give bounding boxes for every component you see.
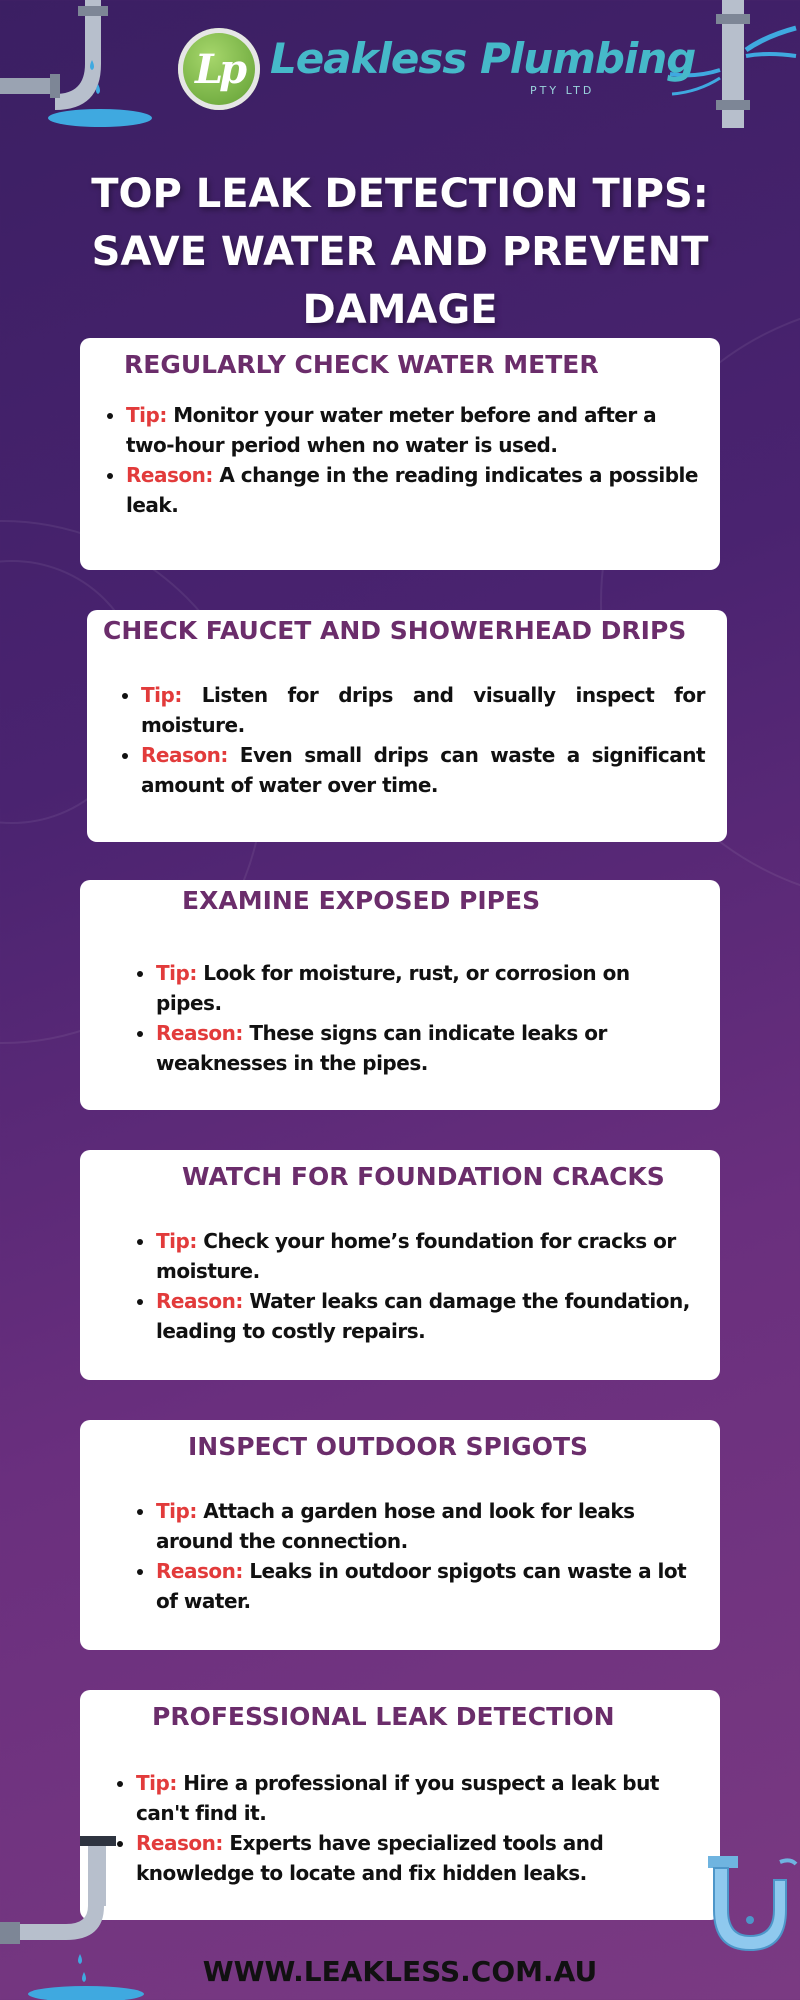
tip-list bbox=[134, 1226, 696, 1346]
reason-label: Reason: bbox=[141, 743, 228, 767]
tip-label: Tip: bbox=[126, 403, 167, 427]
reason-item bbox=[156, 1286, 696, 1346]
tip-item bbox=[136, 1768, 716, 1828]
reason-text: Even small drips can waste a significant amount of water over time. bbox=[141, 743, 706, 797]
tip-label: Tip: bbox=[156, 1229, 197, 1253]
tip-card bbox=[80, 1150, 720, 1380]
tip-list bbox=[104, 400, 706, 520]
reason-item bbox=[136, 1828, 716, 1888]
reason-text: A change in the reading indicates a possible leak. bbox=[126, 463, 698, 517]
tip-item bbox=[126, 400, 706, 460]
tip-card bbox=[87, 610, 727, 842]
tip-item bbox=[141, 680, 705, 740]
tip-list bbox=[134, 1496, 696, 1616]
tip-card bbox=[80, 1420, 720, 1650]
reason-item bbox=[156, 1556, 696, 1616]
tip-list bbox=[119, 680, 705, 800]
tip-text: Attach a garden hose and look for leaks around the connection. bbox=[156, 1499, 635, 1553]
card-heading: EXAMINE EXPOSED PIPES bbox=[182, 886, 541, 915]
website-link[interactable]: WWW.LEAKLESS.COM.AU bbox=[202, 1955, 598, 1988]
tip-item bbox=[156, 1226, 696, 1286]
brand-name: Leakless Plumbing bbox=[270, 34, 696, 83]
pipe-trap-icon bbox=[700, 1850, 800, 1970]
brand-logo[interactable] bbox=[178, 28, 696, 113]
card-heading: CHECK FAUCET AND SHOWERHEAD DRIPS bbox=[103, 616, 687, 645]
reason-text: Leaks in outdoor spigots can waste a lot of water. bbox=[156, 1559, 687, 1613]
card-heading: INSPECT OUTDOOR SPIGOTS bbox=[188, 1432, 589, 1461]
tip-text: Look for moisture, rust, or corrosion on pipes. bbox=[156, 961, 630, 1015]
logo-badge: Lp bbox=[178, 28, 260, 110]
reason-label: Reason: bbox=[156, 1021, 243, 1045]
card-heading: PROFESSIONAL LEAK DETECTION bbox=[152, 1702, 615, 1731]
card-heading: REGULARLY CHECK WATER METER bbox=[124, 350, 599, 379]
tip-label: Tip: bbox=[136, 1771, 177, 1795]
tip-item bbox=[156, 958, 696, 1018]
reason-item bbox=[126, 460, 706, 520]
reason-label: Reason: bbox=[126, 463, 213, 487]
reason-label: Reason: bbox=[156, 1559, 243, 1583]
tip-label: Tip: bbox=[141, 683, 182, 707]
tip-label: Tip: bbox=[156, 961, 197, 985]
tip-text: Monitor your water meter before and after a two-hour period when no water is used. bbox=[126, 403, 657, 457]
reason-item bbox=[156, 1018, 696, 1078]
tip-label: Tip: bbox=[156, 1499, 197, 1523]
tip-list bbox=[134, 958, 696, 1078]
card-heading: WATCH FOR FOUNDATION CRACKS bbox=[182, 1162, 665, 1191]
reason-label: Reason: bbox=[136, 1831, 223, 1855]
tip-text: Check your home’s foundation for cracks or moisture. bbox=[156, 1229, 676, 1283]
tip-card bbox=[80, 880, 720, 1110]
tip-card bbox=[80, 1690, 720, 1920]
tip-card bbox=[80, 338, 720, 570]
reason-text: Water leaks can damage the foundation, leading to costly repairs. bbox=[156, 1289, 690, 1343]
tip-text: Hire a professional if you suspect a leak but can't find it. bbox=[136, 1771, 659, 1825]
page-title: TOP LEAK DETECTION TIPS: SAVE WATER AND PREVENT DAMAGE bbox=[91, 170, 709, 333]
brand-suffix: PTY LTD bbox=[530, 84, 595, 97]
reason-text: Experts have specialized tools and knowledge to locate and fix hidden leaks. bbox=[136, 1831, 604, 1885]
reason-item bbox=[141, 740, 705, 800]
tip-list bbox=[114, 1768, 716, 1888]
tip-item bbox=[156, 1496, 696, 1556]
tip-text: Listen for drips and visually inspect for moisture. bbox=[141, 683, 705, 737]
pipe-drip-icon bbox=[0, 0, 160, 130]
reason-label: Reason: bbox=[156, 1289, 243, 1313]
reason-text: These signs can indicate leaks or weaknesses in the pipes. bbox=[156, 1021, 607, 1075]
